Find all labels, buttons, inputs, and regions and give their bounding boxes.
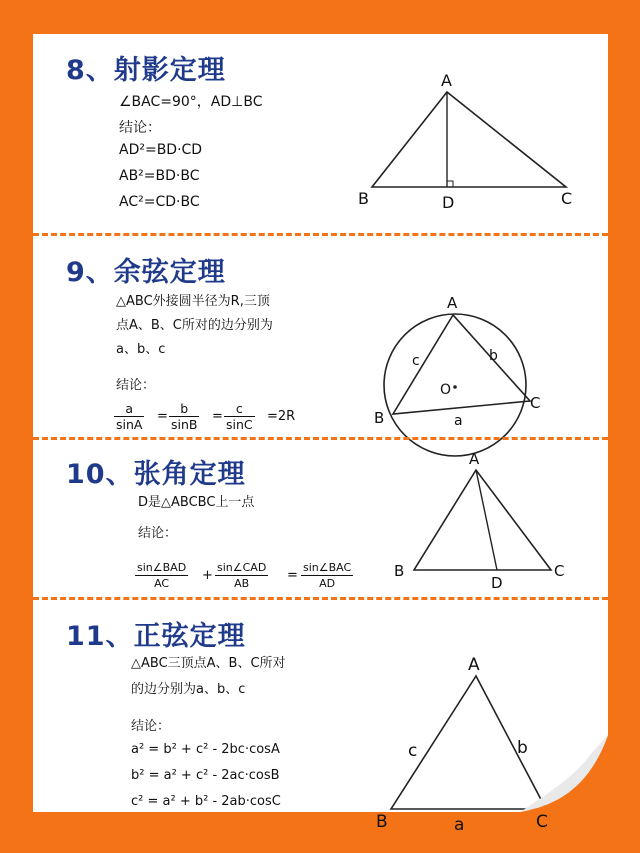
fraction-numerator: sin∠BAC bbox=[303, 561, 352, 574]
page-curl-decoration bbox=[520, 735, 610, 815]
center-label-o: O bbox=[440, 382, 452, 398]
section-projection-theorem bbox=[33, 34, 608, 234]
formula-b-squared: b² = a² + c² - 2ac·cosB bbox=[131, 768, 280, 783]
fraction-sin-bad-over-ac bbox=[135, 560, 188, 591]
side-label-b: b bbox=[489, 348, 498, 364]
vertex-label-b: B bbox=[394, 562, 405, 580]
result-2r: =2R bbox=[267, 409, 296, 424]
fraction-denominator: AB bbox=[234, 577, 250, 590]
side-label-c: c bbox=[412, 353, 420, 369]
equals-sign: = bbox=[287, 568, 298, 583]
fraction-denominator: sinA bbox=[116, 417, 143, 432]
fraction-numerator: sin∠BAD bbox=[137, 561, 187, 574]
description-line-2: 的边分别为a、b、c bbox=[131, 682, 246, 697]
conclusion-label: 结论： bbox=[119, 120, 161, 136]
fraction-a-over-sina bbox=[114, 401, 144, 432]
description-line-1: △ABC外接圆半径为R,三顶 bbox=[116, 294, 270, 309]
vertex-label-c: C bbox=[554, 562, 565, 580]
formula-ac: AC²=CD·BC bbox=[119, 194, 200, 210]
formula-ad: AD²=BD·CD bbox=[119, 142, 203, 158]
formula-c-squared: c² = a² + b² - 2ab·cosC bbox=[131, 794, 281, 809]
section-title: 8、射影定理 bbox=[66, 55, 226, 86]
formula-ab: AB²=BD·BC bbox=[119, 168, 200, 184]
fraction-denominator: AD bbox=[319, 577, 336, 590]
equals-sign: = bbox=[212, 409, 223, 424]
given-text: D是△ABCBC上一点 bbox=[138, 495, 255, 510]
vertex-label-a: A bbox=[447, 294, 458, 312]
fraction-denominator: sinC bbox=[226, 417, 253, 432]
side-label-a: a bbox=[454, 815, 465, 835]
section-law-section-9 bbox=[33, 236, 608, 436]
given-text: ∠BAC=90°，AD⊥BC bbox=[119, 94, 263, 110]
section-title: 9、余弦定理 bbox=[66, 257, 226, 288]
fraction-denominator: AC bbox=[154, 577, 170, 590]
section-angle-theorem bbox=[33, 440, 608, 595]
formula-a-squared: a² = b² + c² - 2bc·cosA bbox=[131, 742, 280, 757]
conclusion-label: 结论： bbox=[116, 378, 156, 393]
fraction-b-over-sinb bbox=[169, 401, 199, 432]
worksheet-page bbox=[33, 34, 608, 835]
fraction-sin-bac-over-ad bbox=[301, 560, 353, 591]
fraction-numerator: b bbox=[169, 401, 199, 417]
equals-sign: = bbox=[157, 409, 168, 424]
fraction-numerator: sin∠CAD bbox=[217, 561, 267, 574]
vertex-label-a: A bbox=[468, 655, 480, 675]
conclusion-label: 结论： bbox=[138, 526, 178, 541]
vertex-label-d: D bbox=[442, 193, 455, 212]
vertex-label-b: B bbox=[358, 189, 369, 208]
vertex-label-a: A bbox=[469, 450, 480, 468]
description-line-1: △ABC三顶点A、B、C所对 bbox=[131, 656, 286, 671]
vertex-label-d: D bbox=[491, 574, 503, 592]
plus-sign: + bbox=[202, 568, 213, 583]
fraction-numerator: a bbox=[114, 401, 144, 417]
side-label-c: c bbox=[408, 741, 418, 761]
vertex-label-a: A bbox=[441, 71, 452, 90]
conclusion-label: 结论： bbox=[131, 719, 171, 734]
right-triangle-diagram bbox=[348, 64, 593, 214]
side-label-b: b bbox=[517, 738, 528, 758]
section-title: 10、张角定理 bbox=[66, 459, 246, 490]
vertex-label-c: C bbox=[561, 189, 573, 208]
description-line-3: a、b、c bbox=[116, 342, 166, 357]
vertex-label-b: B bbox=[374, 409, 385, 427]
side-label-a: a bbox=[454, 413, 463, 429]
fraction-denominator: sinB bbox=[171, 417, 198, 432]
vertex-label-c: C bbox=[530, 394, 541, 412]
fraction-c-over-sinc bbox=[224, 401, 255, 432]
fraction-sin-cad-over-ab bbox=[215, 560, 268, 591]
description-line-2: 点A、B、C所对的边分别为 bbox=[116, 318, 273, 333]
section-title: 11、正弦定理 bbox=[66, 621, 246, 652]
vertex-label-c: C bbox=[536, 812, 548, 832]
cevian-triangle-diagram bbox=[388, 448, 578, 592]
vertex-label-b: B bbox=[376, 812, 388, 832]
fraction-numerator: c bbox=[224, 401, 255, 417]
